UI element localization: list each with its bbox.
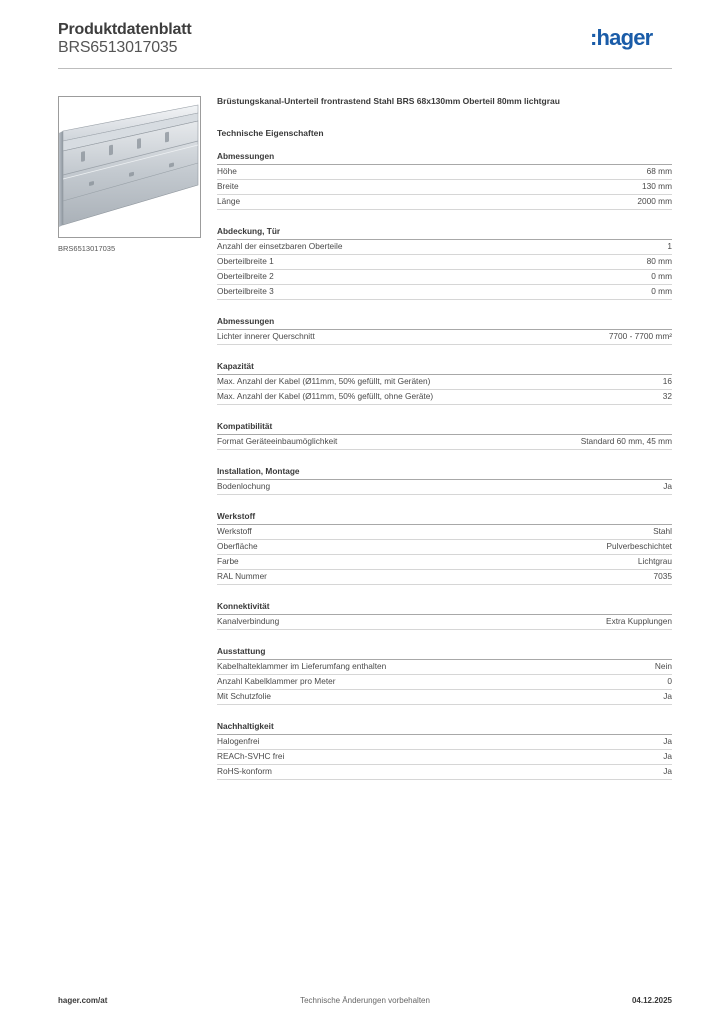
image-caption: BRS6513017035 <box>58 244 116 253</box>
spec-key: Höhe <box>217 166 237 176</box>
product-description: Brüstungskanal-Unterteil frontrastend Stahl BRS 68x130mm Oberteil 80mm lichtgrau <box>217 96 560 106</box>
spec-row <box>217 165 672 180</box>
spec-row <box>217 555 672 570</box>
spec-row <box>217 270 672 285</box>
spec-row <box>217 675 672 690</box>
spec-key: Anzahl Kabelklammer pro Meter <box>217 676 336 686</box>
spec-value: 32 <box>662 391 672 401</box>
page-header <box>58 20 672 69</box>
spec-sections <box>217 151 672 780</box>
spec-key: REACh-SVHC frei <box>217 751 285 761</box>
spec-row <box>217 735 672 750</box>
spec-key: Bodenlochung <box>217 481 271 491</box>
page-title: Produktdatenblatt <box>58 21 192 38</box>
spec-key: Lichter innerer Querschnitt <box>217 331 315 341</box>
spec-key: Oberteilbreite 2 <box>217 271 274 281</box>
spec-value: 2000 mm <box>637 196 672 206</box>
spec-key: Länge <box>217 196 241 206</box>
spec-key: Oberteilbreite 1 <box>217 256 274 266</box>
spec-row <box>217 195 672 210</box>
spec-key: RAL Nummer <box>217 571 267 581</box>
spec-heading: Technische Eigenschaften <box>217 128 324 138</box>
spec-row <box>217 525 672 540</box>
spec-row <box>217 690 672 705</box>
svg-text::hager: :hager <box>590 26 653 50</box>
spec-row <box>217 660 672 675</box>
article-number: BRS6513017035 <box>58 39 178 56</box>
spec-row <box>217 330 672 345</box>
spec-row <box>217 375 672 390</box>
spec-value: Ja <box>663 766 672 776</box>
spec-value: 130 mm <box>642 181 672 191</box>
section-title: Kompatibilität <box>217 421 672 435</box>
spec-value: 0 mm <box>651 271 672 281</box>
spec-section <box>217 316 672 345</box>
spec-row <box>217 540 672 555</box>
spec-row <box>217 285 672 300</box>
spec-key: Kanalverbindung <box>217 616 280 626</box>
spec-value: 16 <box>662 376 672 386</box>
spec-value: 0 <box>667 676 672 686</box>
spec-value: 68 mm <box>646 166 672 176</box>
spec-row <box>217 390 672 405</box>
spec-key: Kabelhalteklammer im Lieferumfang enthalten <box>217 661 387 671</box>
spec-row <box>217 750 672 765</box>
footer-website: hager.com/at <box>58 996 108 1005</box>
cable-duct-photo-icon <box>59 97 201 238</box>
spec-value: 7700 - 7700 mm² <box>608 331 672 341</box>
spec-section <box>217 361 672 405</box>
spec-value: Extra Kupplungen <box>606 616 672 626</box>
page-footer <box>58 996 672 1010</box>
product-image <box>58 96 201 238</box>
spec-section <box>217 646 672 705</box>
spec-key: Oberfläche <box>217 541 258 551</box>
spec-row <box>217 180 672 195</box>
section-title: Konnektivität <box>217 601 672 615</box>
spec-key: Werkstoff <box>217 526 252 536</box>
spec-section <box>217 151 672 210</box>
spec-value: Ja <box>663 691 672 701</box>
spec-value: Nein <box>654 661 672 671</box>
spec-value: 80 mm <box>646 256 672 266</box>
spec-section <box>217 511 672 585</box>
spec-value: Stahl <box>653 526 672 536</box>
spec-key: Farbe <box>217 556 239 566</box>
spec-row <box>217 570 672 585</box>
section-title: Kapazität <box>217 361 672 375</box>
spec-value: Lichtgrau <box>637 556 672 566</box>
spec-key: Format Geräteeinbaumöglichkeit <box>217 436 338 446</box>
spec-key: RoHS-konform <box>217 766 272 776</box>
spec-value: 0 mm <box>651 286 672 296</box>
spec-value: 1 <box>667 241 672 251</box>
spec-section <box>217 601 672 630</box>
section-title: Abmessungen <box>217 151 672 165</box>
spec-key: Mit Schutzfolie <box>217 691 271 701</box>
spec-key: Oberteilbreite 3 <box>217 286 274 296</box>
spec-key: Anzahl der einsetzbaren Oberteile <box>217 241 343 251</box>
spec-key: Breite <box>217 181 239 191</box>
spec-key: Max. Anzahl der Kabel (Ø11mm, 50% gefüllt, mit Geräten) <box>217 376 431 386</box>
section-title: Installation, Montage <box>217 466 672 480</box>
spec-row <box>217 240 672 255</box>
spec-section <box>217 421 672 450</box>
spec-value: Standard 60 mm, 45 mm <box>580 436 672 446</box>
spec-row <box>217 765 672 780</box>
spec-row <box>217 255 672 270</box>
spec-value: Ja <box>663 481 672 491</box>
footer-date: 04.12.2025 <box>631 996 672 1005</box>
spec-key: Max. Anzahl der Kabel (Ø11mm, 50% gefüllt, ohne Geräte) <box>217 391 434 401</box>
spec-value: Ja <box>663 736 672 746</box>
spec-row <box>217 435 672 450</box>
section-title: Nachhaltigkeit <box>217 721 672 735</box>
spec-key: Halogenfrei <box>217 736 260 746</box>
section-title: Abmessungen <box>217 316 672 330</box>
hager-logo <box>590 26 672 52</box>
section-title: Ausstattung <box>217 646 672 660</box>
footer-disclaimer: Technische Änderungen vorbehalten <box>300 996 430 1005</box>
spec-value: Pulverbeschichtet <box>606 541 672 551</box>
spec-value: 7035 <box>653 571 672 581</box>
spec-value: Ja <box>663 751 672 761</box>
spec-section <box>217 466 672 495</box>
spec-section <box>217 721 672 780</box>
section-title: Abdeckung, Tür <box>217 226 672 240</box>
section-title: Werkstoff <box>217 511 672 525</box>
spec-content <box>217 96 672 780</box>
spec-row <box>217 615 672 630</box>
spec-section <box>217 226 672 300</box>
spec-row <box>217 480 672 495</box>
